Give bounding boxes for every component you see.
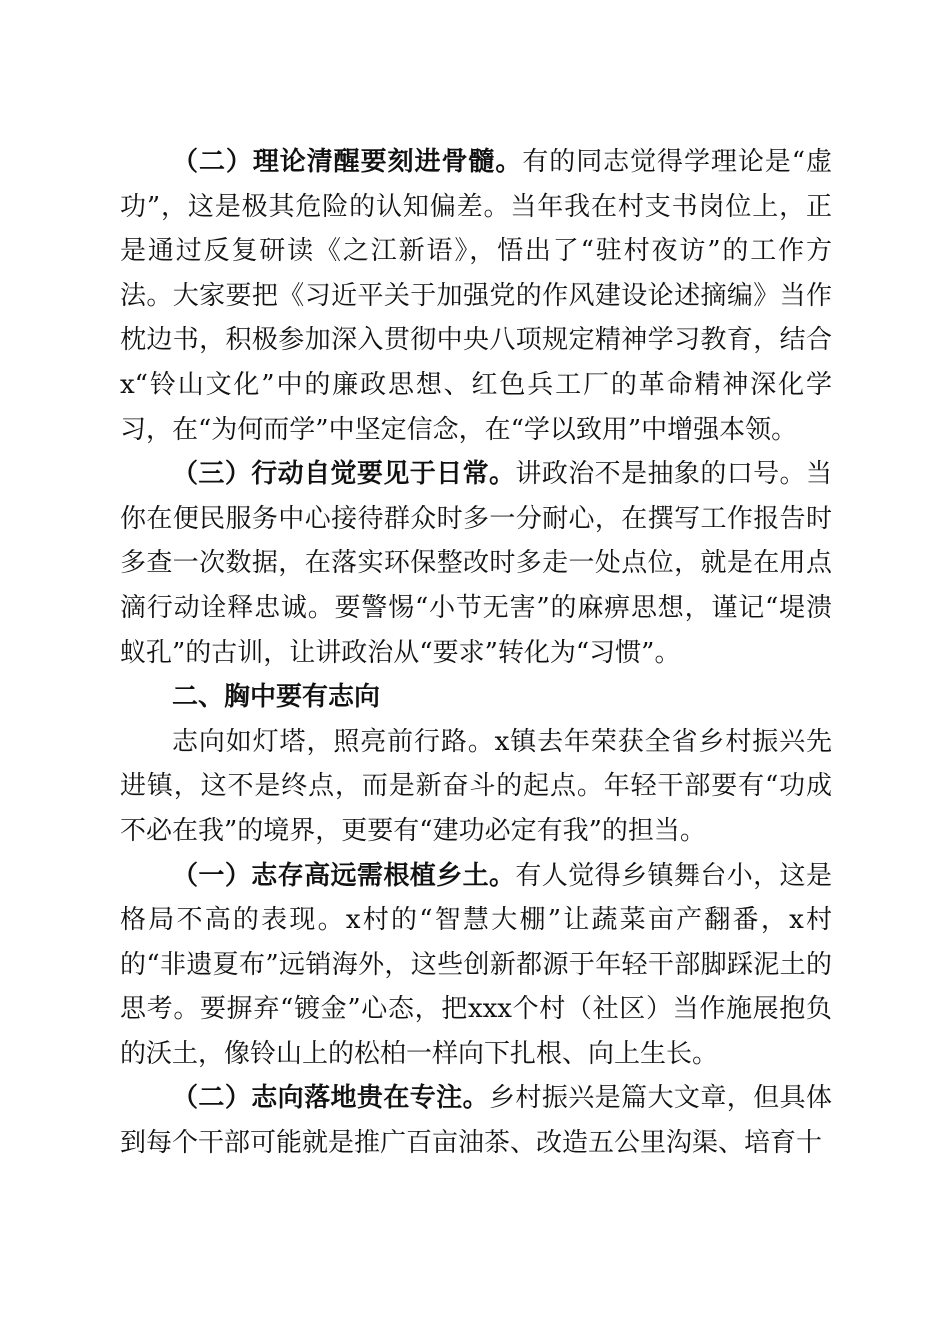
paragraph-text: 讲政治不是抽象的口号。当你在便民服务中心接待群众时多一分耐心，在撰写工作报告时多查一次数据，在落实环保整改时多走一处点位，就是在用点滴行动诠释忠诚。要警惕“小节无害”的麻痹思想，谨记“堤溃蚁孔”的古训，让讲政治从“要求”转化为“习惯”。	[120, 459, 832, 668]
paragraph-action-daily	[120, 452, 832, 675]
paragraph-lead: （二）志向落地贵在专注。	[172, 1083, 489, 1114]
section-heading: 二、胸中要有志向	[172, 682, 381, 713]
paragraph-text: 有的同志觉得学理论是“虚功”，这是极其危险的认知偏差。当年我在村支书岗位上，正是通过反复研读《之江新语》，悟出了“驻村夜访”的工作方法。大家要把《习近平关于加强党的作风建设论述摘编》当作枕边书，积极参加深入贯彻中央八项规定精神学习教育，结合x“铃山文化”中的廉政思想、红色兵工厂的革命精神深化学习，在“为何而学”中坚定信念，在“学以致用”中增强本领。	[120, 147, 832, 445]
paragraph-lead: （一）志存高远需根植乡土。	[172, 860, 516, 891]
paragraph-text: 有人觉得乡镇舞台小，这是格局不高的表现。x村的“智慧大棚”让蔬菜亩产翻番，x村的“非遗夏布”远销海外，这些创新都源于年轻干部脚踩泥土的思考。要摒弃“镀金”心态，把xxx个村（社区）当作施展抱负的沃土，像铃山上的松柏一样向下扎根、向上生长。	[120, 860, 832, 1069]
paragraph-aspiration-intro	[120, 720, 832, 854]
paragraph-theory-sober	[120, 140, 832, 452]
paragraph-lead: （二）理论清醒要刻进骨髓。	[172, 147, 523, 177]
paragraph-focus	[120, 1076, 832, 1165]
paragraph-lead: （三）行动自觉要见于日常。	[172, 459, 516, 490]
paragraph-text: 乡村振兴是篇大文章，但具体到每个干部可能就是推广百亩油茶、改造五公里沟渠、培育十	[120, 1083, 832, 1159]
paragraph-text: 志向如灯塔，照亮前行路。x镇去年荣获全省乡村振兴先进镇，这不是终点，而是新奋斗的起点。年轻干部要有“功成不必在我”的境界，更要有“建功必定有我”的担当。	[120, 726, 832, 846]
document-body	[120, 140, 832, 1166]
paragraph-rooted-countryside	[120, 854, 832, 1077]
